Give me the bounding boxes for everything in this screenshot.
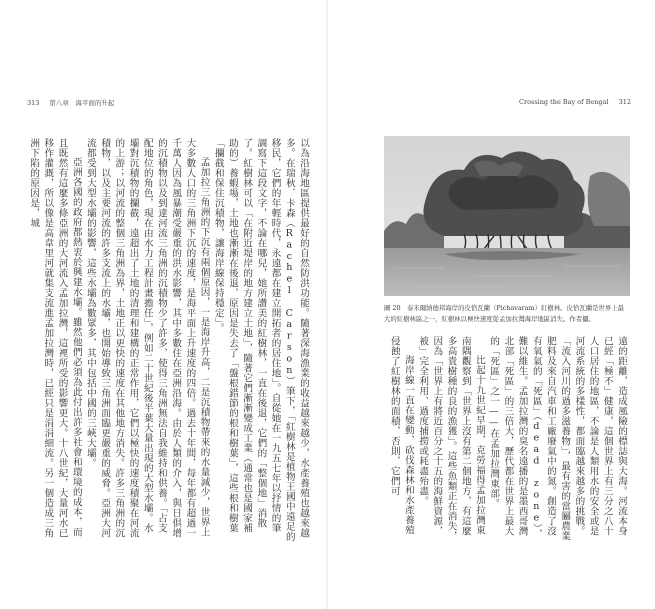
left-paragraph-1: 以為沿海地區提供最好的自然防洪功能。隨著深海漁業的收益越來越少，水產養殖也越來越多。在瑞秋．卡森（Rachel Carson）筆下，「紅樹林是植物王國中遠足的移民，它們的年輕時代，永遠都在建立開拓者的居住地」。自從她在一九五七年以抒情的筆調寫下這段文字，不論在哪兒，她所讚美的紅樹林，一直在後退，它們的「整個地」消散了。紅樹林可以「在附近堤岸的地方建立土地」，隨著它們漸漸變成工業（通常也是國家補助的）養蝦場，土地也漸漸在後退，原因是失去了「盤根錯節的根和樹葉」，這些根和樹葉「攔截和保住沉積物，讓海岸線保持穩定」。 (212, 138, 309, 542)
right-paragraph-2: 比起十九世紀早期，克勞福得孟加拉灣東南隅觀察到「世界上沒有第二個地方，有這麼多高貴樹種的良的漁獲」。這些魚類正在消失，因為「世界上有將近百分之十五的海鮮資源，被」完全利用、過度捕撈或耗盡殆盡。 (417, 336, 485, 542)
figure-caption: 圖 20 泰米爾納德邦海岸的皮恰瓦蘭（Pichavaram）紅樹林。皮恰瓦蘭是世界上最大的紅樹林區之一，紅樹林以極快速度從孟加拉灣海岸地區消失。作者攝。 (384, 304, 625, 323)
left-running-header (27, 98, 114, 107)
left-body-text (28, 138, 310, 542)
book-title-header: Crossing the Bay of Bengal (519, 98, 609, 106)
chapter-title: 海平面的升起 (75, 99, 115, 107)
right-paragraph-1: 遠的距離，造成風險的標誌與大海。河流本身已經「極不」健康，這個世界上有三分之八十人口居住的地區，不論是人類用水的安全或是河流系統的多樣性，都面臨越來越多的挑戰。「流入河川的過多滋養物」，最有害的當屬農業肥料及來自汽車和工廠廢氣中的氮。創造了沒有氧氣的「死區」（dead zone），難以維生。孟加拉灣的臭名遠播的是墨西哥灣北部「死區」的三倍大，歷代都在世界上最大的「死區」之一——在孟加拉灣東部。 (488, 336, 627, 542)
left-paragraph-2: 孟加拉三角洲的下沉有兩個原因，一是海岸升高，二是沉積物帶來的水量減少，世界上大多數人口的三角洲下沉的速度，是海平面上升速度的四倍。過去十年間，每年都有超過一千萬人因為風暴潮受嚴重的洪水影響，其中多數住在亞洲沿海。由於人類的介入，與日俱增的沉積物以及到達河流三角洲的沉積物少了許多，使得三角洲無法自我維持和供養。「占支配地位的角色，現在由水力工程計畫擔任」，例如二十世紀後半葉大量出現的大型水壩。水壩對沉積物的攔截，遠超出了土地的清理和建構的正常作用，它們以極快的速度積聚在河流的上游；以河流的整個三角洲為界，土地正以更快的速度在其他地方消失。許多三角洲的沉積物，以及主要河流的許多支流上的水壩，也開始導致三角洲面臨更嚴重的威脅。亞洲大河流都受到大型水壩的影響，這些水壩為數眾多，其中包括中國的三峽大壩。 (84, 138, 210, 538)
right-running-header (519, 98, 631, 106)
right-page-number: 312 (618, 98, 631, 106)
left-page-number: 313 (27, 99, 40, 107)
chapter-label: 第八章 (49, 99, 69, 107)
left-paragraph-3: 亞洲各國的政府都熱衷於興建水壩。雖然他們必須為此付出許多社會和環境的成本，而且既然有這麼多條亞洲的大河流入孟加拉灣，這裡所受的影響更大。十八世紀，大量河水已移作灌溉，所以像是高韋里河就集支流進孟加拉灣時，已經只是涓涓細流。另一個造成三角洲下陷的原因是，城 (28, 138, 82, 538)
right-paragraph-3: 海岸線一直在變動，砍伐森林和水產養殖侵蝕了紅樹林的面積，否則，它們可 (388, 336, 414, 536)
mangrove-forest-photo (384, 136, 630, 296)
right-body-text (384, 336, 628, 542)
